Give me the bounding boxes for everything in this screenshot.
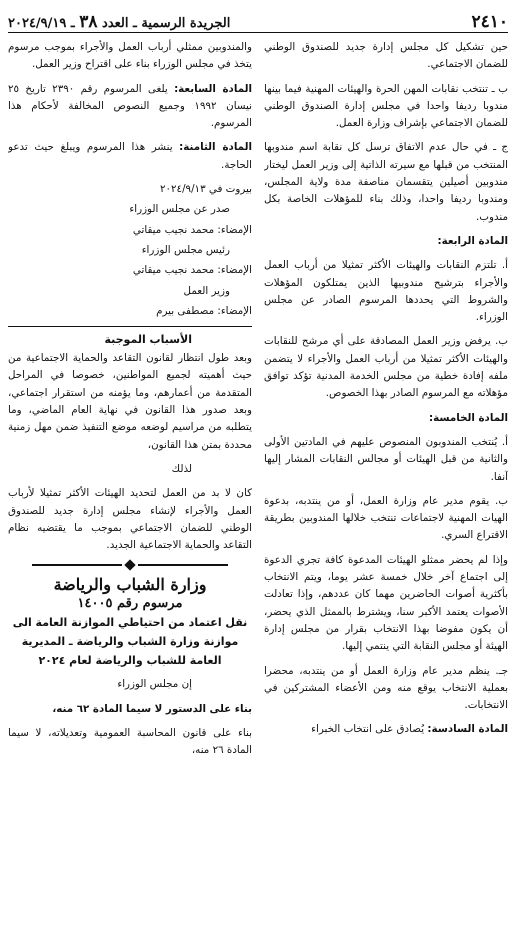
divider bbox=[8, 326, 252, 327]
article-5-heading: المادة الخامسة: bbox=[428, 411, 508, 424]
paragraph: إن مجلس الوزراء bbox=[117, 678, 192, 691]
place-date: بيروت في ٢٠٢٤/٩/١٣ bbox=[159, 183, 252, 196]
paragraph: والمندوبين ممثلي أرباب العمل والأجراء بموجب مرسوم يتخذ في مجلس الوزراء بناء على اقتراح وزير العمل. bbox=[8, 41, 252, 71]
ornament-diamond bbox=[124, 560, 135, 571]
article-7-paragraph bbox=[8, 81, 252, 133]
signature-title: وزير العمل bbox=[183, 284, 230, 297]
article-8-text: ينشر هذا المرسوم ويبلغ حيث تدعو الحاجة. bbox=[8, 141, 252, 171]
paragraph: ب. يقوم مدير عام وزارة العمل، أو من ينتدبه، بدعوة الهيات المهنية لاجتماعات تنتخب خلالها المندوبين بطريقة الاقتراع السري. bbox=[264, 494, 508, 542]
columns bbox=[8, 39, 508, 931]
journal-prefix: الجريدة الرسمية ـ العدد bbox=[102, 16, 231, 31]
article-8-heading: المادة الثامنة: bbox=[179, 141, 252, 154]
ornament-bar bbox=[138, 564, 228, 566]
page-number: ٢٤١٠ bbox=[471, 12, 508, 32]
paragraph: وبعد طول انتظار لقانون التقاعد والحماية الاجتماعية من حيث أهميته لجميع المواطنين، خصوصا في المراحل المتقدمة من أعمارهم، وما يؤمنه من استقرار اجتماعي، وبعد صدور هذا القانون في نهاية العام الماضي، وما يتطلبه من مراسيم لوضعه موضع التنفيذ ضمن مهل زمنية محددة بمتن هذا القانون، bbox=[8, 352, 252, 451]
ministry-title: وزارة الشباب والرياضة bbox=[53, 575, 207, 595]
left-column bbox=[8, 39, 252, 931]
signature-name: الإمضاء: محمد نجيب ميقاتي bbox=[132, 223, 252, 236]
journal-title bbox=[8, 12, 230, 32]
decree-number: مرسوم رقم ١٤٠٠٥ bbox=[77, 596, 183, 612]
paragraph: ب. يرفض وزير العمل المصادقة على أي مرشح للنقابات والهيئات الأكثر تمثيلا من أرباب العمل والأجراء لا يتضمن ملفه إفادة خطية من مجلس الخدمة المدنية تؤكد توافق مؤهلاته مع المرسوم الصادر بهذا الخصوص. bbox=[264, 335, 508, 400]
issue-number: ٣٨ bbox=[79, 12, 98, 32]
signature-title: صدر عن مجلس الوزراء bbox=[129, 203, 230, 216]
paragraph: ج ـ في حال عدم الاتفاق ترسل كل نقابة اسم مندوبها المنتخب من قبلها مع سيرته الذاتية إلى وزير العمل ليختار مندوبين أصيلين يتقسمان مناصفة مدة ولاية المجلس، ومندوبا رديفا واحدا، وذلك بناء للمؤهلات الخاصة بكل مندوب. bbox=[264, 141, 508, 223]
paragraph: بناء على الدستور لا سيما المادة ٦٢ منه، bbox=[52, 702, 252, 715]
article-4-heading: المادة الرابعة: bbox=[437, 234, 508, 247]
article-7-heading: المادة السابعة: bbox=[174, 82, 252, 95]
article-6-paragraph bbox=[264, 721, 508, 738]
paragraph: جـ. ينظم مدير عام وزارة العمل أو من ينتدبه، محضرا بعملية الانتخاب يوقع منه ومن الأعضاء المشتركين في الانتخابات. bbox=[264, 664, 508, 712]
issue-date: ـ ٢٠٢٤/٩/١٩ bbox=[8, 16, 75, 31]
paragraph: ب ـ تنتخب نقابات المهن الحرة والهيئات المهنية فيما بينها مندوبا رديفا واحدا في مجلس إدارة الصندوق الوطني للضمان الاجتماعي بإشراف وزارة العمل. bbox=[264, 82, 508, 130]
ornament-divider bbox=[8, 561, 252, 569]
paragraph: أ. يُنتخب المندوبون المنصوص عليهم في المادتين الأولى والثانية من قبل الهيئات أو مجالس النقابات المشار إليها آنفا. bbox=[264, 435, 508, 483]
reasons-heading: الأسباب الموجبة bbox=[104, 333, 192, 347]
page-header bbox=[8, 4, 508, 33]
article-8-paragraph bbox=[8, 139, 252, 174]
paragraph: وإذا لم يحضر ممثلو الهيئات المدعوة كافة تجري الدعوة إلى اجتماع آخر خلال خمسة عشر يوما، ويتم الانتخاب بأكثرية أصوات الحاضرين مهما كان عددهم، وإذا تعادلت الأصوات يعتمد الأكبر سنا، ويشترط بالممثل الذي يحضر، أن يكون مفوضا بهذا الانتخاب بقرار من مجلس إدارة الهيئة أو مجلس النقابة التي ينتمي إليها. bbox=[264, 553, 508, 653]
right-column bbox=[264, 39, 508, 931]
paragraph: كان لا بد من العمل لتحديد الهيئات الأكثر تمثيلا لأرباب العمل والأجراء لإنشاء مجلس إدارة جديد للصندوق الوطني للضمان الاجتماعي بموجب ما يقتضيه نظام التقاعد والحماية الاجتماعية الجديد. bbox=[8, 487, 252, 552]
paragraph: لذلك bbox=[171, 462, 192, 475]
signature-block bbox=[8, 181, 252, 320]
paragraph: أ. تلتزم النقابات والهيئات الأكثر تمثيلا من أرباب العمل والأجراء بترشيح مندوبيها الذين يمتلكون المؤهلات والشروط التي يحددها المرسوم الصادر عن مجلس الوزراء. bbox=[264, 259, 508, 324]
article-6-heading: المادة السادسة: bbox=[427, 723, 508, 736]
decree-title: نقل اعتماد من احتياطي الموازنة العامة الى موازنة وزارة الشباب والرياضة ـ المديرية العامة للشباب والرياضة لعام ٢٠٢٤ bbox=[12, 616, 248, 668]
paragraph: حين تشكيل كل مجلس إدارة جديد للصندوق الوطني للضمان الاجتماعي. bbox=[264, 41, 508, 71]
article-6-text: يُصادق على انتخاب الخبراء bbox=[311, 723, 425, 736]
ornament-bar bbox=[32, 564, 122, 566]
signature-name: الإمضاء: مصطفى بيرم bbox=[156, 304, 252, 317]
paragraph: بناء على قانون المحاسبة العمومية وتعديلاته، لا سيما المادة ٢٦ منه، bbox=[8, 727, 252, 757]
signature-name: الإمضاء: محمد نجيب ميقاتي bbox=[132, 264, 252, 277]
signature-title: رئيس مجلس الوزراء bbox=[141, 243, 230, 256]
article-7-text: يلغى المرسوم رقم ٢٣٩٠ تاريخ ٢٥ نيسان ١٩٩٢ وجميع النصوص المخالفة لأحكام هذا المرسوم. bbox=[8, 82, 252, 130]
